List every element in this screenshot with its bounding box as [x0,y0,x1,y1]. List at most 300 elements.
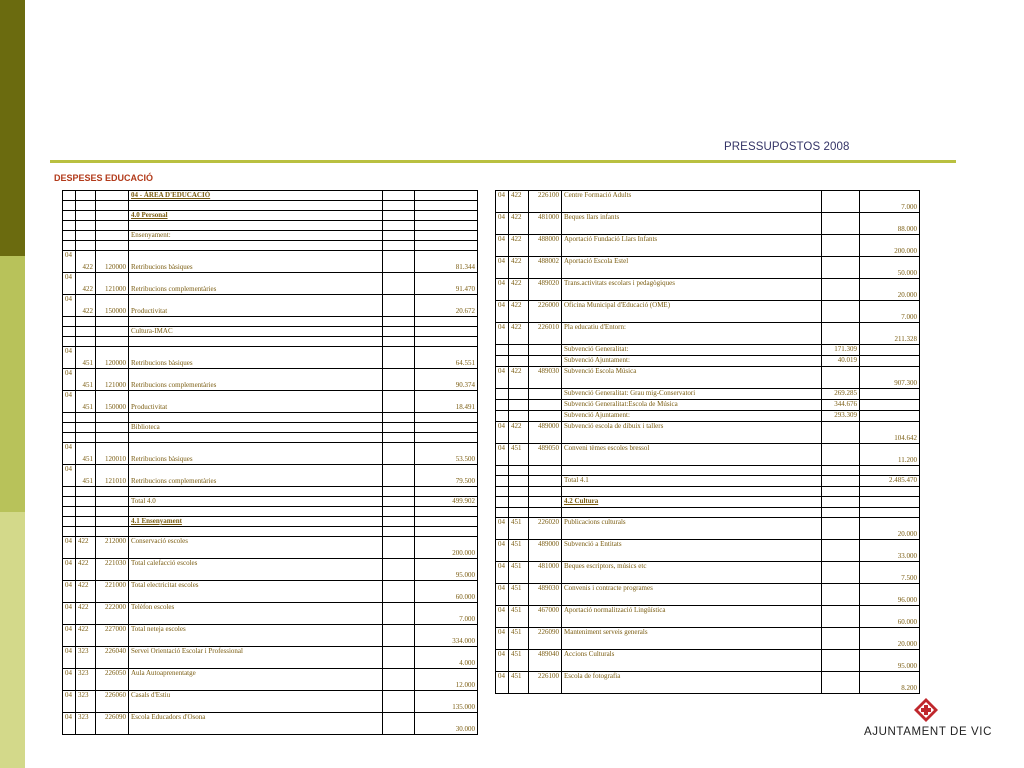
empty-cell [496,400,509,411]
item-description: Subvenció Escola Música [562,367,822,389]
economic-code: 150000 [96,295,129,317]
program-code: 451 [76,443,96,465]
item-description: Subvenció escola de dibuix i tallers [562,422,822,444]
empty-cell [129,527,383,537]
table-row [496,400,920,411]
table-row [63,625,478,647]
subsidy-description: Subvenció Generalitat: [562,345,822,356]
item-amount: 20.000 [860,628,920,650]
program-code: 451 [509,650,529,672]
empty-cell [129,433,383,443]
economic-code: 120010 [96,443,129,465]
empty-cell [822,301,860,323]
program-code: 422 [76,273,96,295]
item-description: Total calefacció escoles [129,559,383,581]
empty-cell [383,713,415,735]
org-code: 04 [496,584,509,606]
item-description: Convenis i contracte programes [562,584,822,606]
program-code: 422 [76,295,96,317]
program-code: 451 [509,444,529,466]
empty-cell [63,507,76,517]
subsidy-amount: 171.309 [822,345,860,356]
program-code: 422 [76,559,96,581]
empty-cell [63,211,76,221]
item-amount: 91.470 [415,273,478,295]
empty-cell [96,423,129,433]
empty-cell [63,497,76,507]
empty-cell [860,411,920,422]
total-label: Total 4.1 [562,476,822,487]
budget-table-left [62,190,478,735]
empty-cell [76,241,96,251]
empty-cell [415,527,478,537]
empty-cell [496,508,509,518]
table-row [63,669,478,691]
org-code: 04 [496,213,509,235]
empty-cell [76,201,96,211]
empty-cell [383,527,415,537]
table-row [496,389,920,400]
empty-cell [63,487,76,497]
table-row [63,691,478,713]
empty-cell [496,497,509,508]
empty-cell [509,466,529,476]
economic-code: 222000 [96,603,129,625]
economic-code: 481000 [529,213,562,235]
economic-code: 481000 [529,562,562,584]
economic-code: 467000 [529,606,562,628]
empty-cell [383,443,415,465]
table-row [496,584,920,606]
empty-cell [96,327,129,337]
empty-cell [509,497,529,508]
item-amount: 7.000 [860,301,920,323]
org-code: 04 [496,235,509,257]
empty-cell [76,507,96,517]
empty-cell [129,241,383,251]
empty-cell [860,356,920,367]
item-description: Escola de fotografia [562,672,822,694]
org-code: 04 [496,606,509,628]
item-amount: 53.500 [415,443,478,465]
item-amount: 200.000 [415,537,478,559]
table-row [496,323,920,345]
empty-cell [822,606,860,628]
table-row [63,537,478,559]
table-row [63,465,478,487]
empty-cell [415,413,478,423]
table-row [63,191,478,201]
empty-cell [822,323,860,345]
empty-cell [383,465,415,487]
empty-cell [496,411,509,422]
empty-cell [529,508,562,518]
subsidy-amount: 293.309 [822,411,860,422]
empty-cell [383,647,415,669]
table-row [496,257,920,279]
economic-code: 226000 [529,301,562,323]
item-amount: 20.000 [860,518,920,540]
empty-cell [96,497,129,507]
org-code: 04 [63,603,76,625]
empty-cell [96,433,129,443]
empty-cell [76,423,96,433]
empty-cell [415,191,478,201]
item-description: Retribucions bàsiques [129,251,383,273]
empty-cell [383,273,415,295]
empty-cell [860,345,920,356]
program-code: 451 [509,672,529,694]
org-code: 04 [63,691,76,713]
empty-cell [562,487,822,497]
subsidy-description: Subvenció Ajuntament: [562,411,822,422]
empty-cell [383,603,415,625]
empty-cell [822,650,860,672]
table-row [63,487,478,497]
empty-cell [822,466,860,476]
table-row [496,672,920,694]
empty-cell [415,327,478,337]
program-code: 451 [509,562,529,584]
economic-code: 120000 [96,251,129,273]
empty-cell [415,201,478,211]
economic-code: 226100 [529,672,562,694]
table-row [63,221,478,231]
item-amount: 90.374 [415,369,478,391]
item-amount: 60.000 [415,581,478,603]
org-code: 04 [63,465,76,487]
table-row [63,201,478,211]
economic-code: 226050 [96,669,129,691]
economic-code: 227000 [96,625,129,647]
table-row [496,279,920,301]
org-code: 04 [63,559,76,581]
empty-cell [76,221,96,231]
table-row [496,650,920,672]
table-row [496,606,920,628]
item-description: Casals d'Estiu [129,691,383,713]
empty-cell [76,337,96,347]
program-code: 422 [509,301,529,323]
program-code: 451 [509,606,529,628]
org-code: 04 [496,562,509,584]
section-heading: 4.0 Personal [129,211,383,221]
empty-cell [562,508,822,518]
empty-cell [383,413,415,423]
empty-cell [415,517,478,527]
item-amount: 64.551 [415,347,478,369]
item-description: Retribucions bàsiques [129,443,383,465]
item-description: Publicacions culturals [562,518,822,540]
empty-cell [509,508,529,518]
empty-cell [860,466,920,476]
item-amount: 20.672 [415,295,478,317]
empty-cell [129,317,383,327]
empty-cell [63,201,76,211]
org-code: 04 [496,257,509,279]
empty-cell [96,191,129,201]
empty-cell [822,518,860,540]
economic-code: 489030 [529,584,562,606]
empty-cell [63,191,76,201]
total-amount: 499.902 [415,497,478,507]
table-row [496,356,920,367]
empty-cell [529,400,562,411]
decor-stripe-top [0,0,25,256]
economic-code: 489000 [529,540,562,562]
empty-cell [63,517,76,527]
total-amount: 2.485.470 [860,476,920,487]
item-amount: 12.000 [415,669,478,691]
org-code: 04 [496,518,509,540]
program-code: 451 [509,628,529,650]
table-row [496,345,920,356]
table-row [63,317,478,327]
item-amount: 200.000 [860,235,920,257]
empty-cell [129,487,383,497]
item-description: Beques escriptors, músics etc [562,562,822,584]
item-amount: 30.000 [415,713,478,735]
program-code: 422 [509,257,529,279]
empty-cell [76,413,96,423]
empty-cell [509,487,529,497]
economic-code: 489040 [529,650,562,672]
empty-cell [383,251,415,273]
item-description: Conveni tèmes escoles bressol [562,444,822,466]
table-row [63,443,478,465]
empty-cell [383,295,415,317]
economic-code: 121000 [96,369,129,391]
table-row [63,559,478,581]
empty-cell [383,625,415,647]
program-code: 323 [76,713,96,735]
section-heading: 4.1 Ensenyament [129,517,383,527]
empty-cell [76,433,96,443]
program-code: 422 [76,603,96,625]
economic-code: 489050 [529,444,562,466]
subsidy-description: Subvenció Generalitat:Escola de Música [562,400,822,411]
empty-cell [96,317,129,327]
empty-cell [96,413,129,423]
program-code: 422 [509,213,529,235]
org-code: 04 [496,672,509,694]
subsidy-amount: 344.676 [822,400,860,411]
program-code: 451 [76,465,96,487]
item-description: Accions Culturals [562,650,822,672]
table-row [63,347,478,369]
item-amount: 907.300 [860,367,920,389]
org-code: 04 [63,647,76,669]
item-amount: 211.328 [860,323,920,345]
table-row [496,367,920,389]
table-row [496,487,920,497]
item-amount: 95.000 [860,650,920,672]
empty-cell [383,517,415,527]
empty-cell [383,327,415,337]
table-row [496,411,920,422]
subsidy-amount: 40.019 [822,356,860,367]
empty-cell [415,433,478,443]
empty-cell [822,628,860,650]
empty-cell [76,231,96,241]
economic-code: 488002 [529,257,562,279]
subsection-label: Cultura-IMAC [129,327,383,337]
item-description: Total electricitat escoles [129,581,383,603]
empty-cell [415,211,478,221]
item-description: Aportació Escola Estel [562,257,822,279]
empty-cell [529,411,562,422]
item-amount: 334.000 [415,625,478,647]
decor-stripe-bottom [0,512,25,768]
item-amount: 50.000 [860,257,920,279]
economic-code: 488000 [529,235,562,257]
item-description: Aportació Fundació Llars Infants [562,235,822,257]
subsidy-description: Subvenció Generalitat: Grau mig-Conservatori [562,389,822,400]
empty-cell [529,345,562,356]
program-code: 323 [76,669,96,691]
item-description: Retribucions complementàries [129,273,383,295]
table-row [63,327,478,337]
org-code: 04 [496,628,509,650]
economic-code: 221000 [96,581,129,603]
total-label: Total 4.0 [129,497,383,507]
table-row [496,466,920,476]
program-code: 422 [76,251,96,273]
empty-cell [76,317,96,327]
empty-cell [383,423,415,433]
empty-cell [860,508,920,518]
empty-cell [383,369,415,391]
economic-code: 226100 [529,191,562,213]
empty-cell [76,191,96,201]
empty-cell [383,559,415,581]
empty-cell [383,201,415,211]
program-code: 422 [509,367,529,389]
economic-code: 221030 [96,559,129,581]
empty-cell [496,345,509,356]
org-code: 04 [63,443,76,465]
org-code: 04 [63,391,76,413]
org-code: 04 [63,273,76,295]
table-row [63,369,478,391]
empty-cell [96,337,129,347]
page-title: PRESSUPOSTOS 2008 [724,141,850,153]
empty-cell [415,241,478,251]
org-code: 04 [63,347,76,369]
item-description: Total neteja escoles [129,625,383,647]
item-description: Servei Orientació Escolar i Professional [129,647,383,669]
empty-cell [529,476,562,487]
decor-stripe-middle [0,256,25,512]
table-row [63,391,478,413]
program-code: 451 [76,347,96,369]
empty-cell [383,211,415,221]
empty-cell [822,672,860,694]
org-code: 04 [496,650,509,672]
program-code: 422 [509,422,529,444]
empty-cell [383,691,415,713]
empty-cell [509,345,529,356]
table-row [63,337,478,347]
table-row [496,213,920,235]
empty-cell [63,413,76,423]
item-description: Trans.activitats escolars i pedagògiques [562,279,822,301]
item-amount: 18.491 [415,391,478,413]
item-description: Subvenció a Entitats [562,540,822,562]
program-code: 422 [509,191,529,213]
empty-cell [415,487,478,497]
table-row [63,507,478,517]
table-row [496,518,920,540]
empty-cell [822,213,860,235]
header-divider [50,160,956,163]
org-code: 04 [63,713,76,735]
org-code: 04 [63,369,76,391]
empty-cell [509,411,529,422]
empty-cell [76,527,96,537]
item-description: Oficina Municipal d'Educació (OME) [562,301,822,323]
empty-cell [529,356,562,367]
empty-cell [822,422,860,444]
empty-cell [383,391,415,413]
empty-cell [76,487,96,497]
empty-cell [822,235,860,257]
program-code: 422 [509,235,529,257]
empty-cell [509,356,529,367]
item-description: Telèfon escoles [129,603,383,625]
empty-cell [383,317,415,327]
item-amount: 104.642 [860,422,920,444]
empty-cell [383,241,415,251]
economic-code: 226020 [529,518,562,540]
program-code: 422 [509,279,529,301]
empty-cell [63,337,76,347]
table-row [63,603,478,625]
table-row [496,422,920,444]
empty-cell [860,389,920,400]
item-description: Beques llars infants [562,213,822,235]
item-amount: 20.000 [860,279,920,301]
empty-cell [822,279,860,301]
org-code: 04 [496,367,509,389]
empty-cell [529,487,562,497]
program-code: 451 [509,584,529,606]
item-amount: 11.200 [860,444,920,466]
table-row [63,433,478,443]
section-title: DESPESES EDUCACIÓ [54,173,154,183]
empty-cell [96,241,129,251]
empty-cell [76,211,96,221]
table-row [63,497,478,507]
empty-cell [63,327,76,337]
empty-cell [383,221,415,231]
empty-cell [383,231,415,241]
empty-cell [129,221,383,231]
org-code: 04 [63,625,76,647]
empty-cell [383,497,415,507]
table-row [63,527,478,537]
subsection-label: Biblioteca [129,423,383,433]
section-heading: 04 - ÀREA D'EDUCACIÓ [129,191,383,201]
subsection-label: Ensenyament: [129,231,383,241]
empty-cell [822,257,860,279]
empty-cell [415,337,478,347]
empty-cell [415,317,478,327]
empty-cell [562,466,822,476]
item-amount: 81.344 [415,251,478,273]
empty-cell [383,581,415,603]
empty-cell [822,562,860,584]
